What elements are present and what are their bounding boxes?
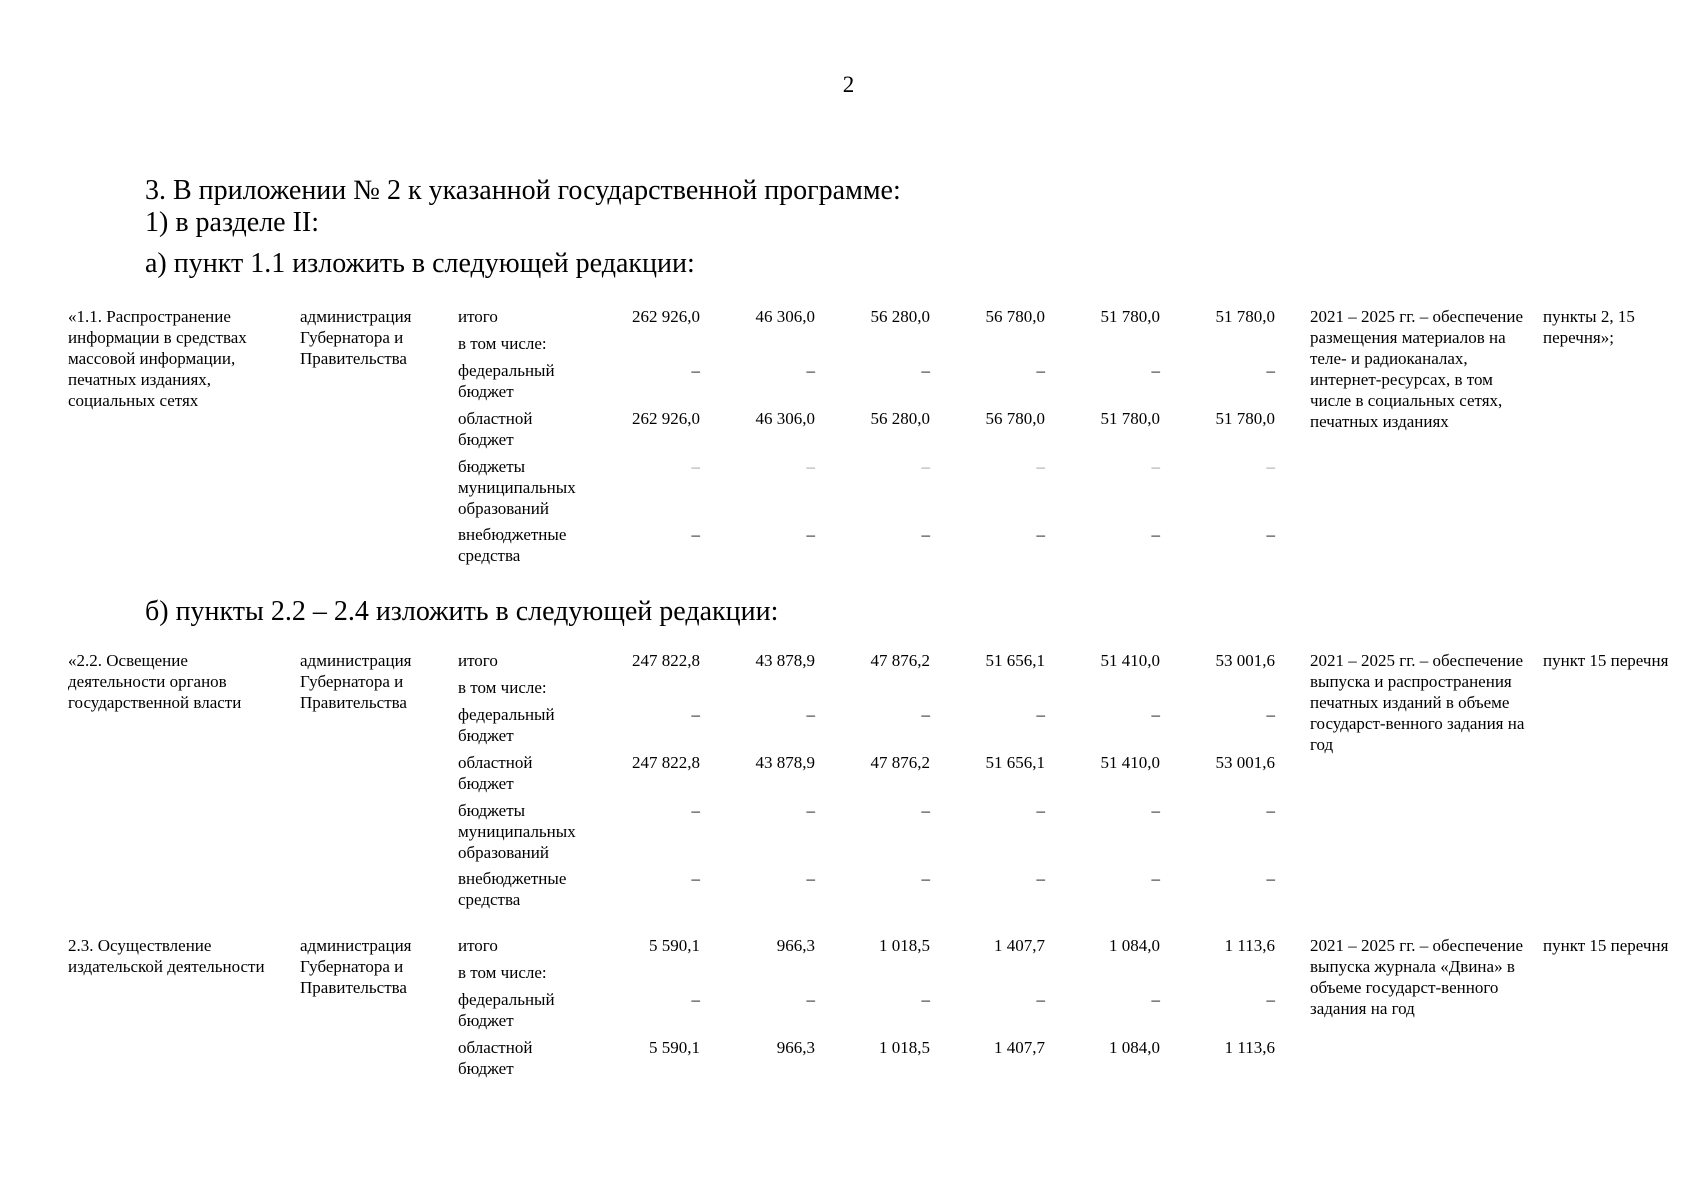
funding-source-label: итого: [458, 651, 498, 670]
funding-value: –: [1151, 990, 1160, 1009]
funding-value: –: [921, 990, 930, 1009]
funding-value: 51 780,0: [1215, 307, 1275, 326]
funding-value: –: [691, 801, 700, 820]
funding-value: 247 822,8: [632, 753, 700, 772]
funding-value: 247 822,8: [632, 651, 700, 670]
funding-value: –: [1036, 361, 1045, 380]
funding-value: 47 876,2: [870, 651, 930, 670]
funding-value: 1 407,7: [994, 936, 1045, 955]
funding-value: 43 878,9: [755, 753, 815, 772]
intro-text: [145, 175, 901, 239]
row-result: 2021 – 2025 гг. – обеспечение размещения материалов на теле- и радиоканалах, интернет-ресурсах, в том числе в социальных сетях, печатных изданиях: [1310, 307, 1524, 431]
funding-value: –: [921, 361, 930, 380]
intro-line-1: 3. В приложении № 2 к указанной государственной программе:: [145, 175, 901, 206]
funding-value: 51 656,1: [985, 651, 1045, 670]
funding-source-label: федеральный бюджет: [458, 361, 555, 401]
funding-value: –: [1266, 801, 1275, 820]
funding-value: –: [1266, 705, 1275, 724]
funding-value: 43 878,9: [755, 651, 815, 670]
funding-value: –: [806, 869, 815, 888]
row-reference: пункт 15 перечня: [1543, 651, 1669, 670]
funding-value: –: [921, 705, 930, 724]
funding-value: –: [1151, 801, 1160, 820]
funding-source-label: внебюджетные средства: [458, 525, 567, 565]
row-reference: пункт 15 перечня: [1543, 936, 1669, 955]
funding-value: –: [1036, 801, 1045, 820]
funding-value: 51 410,0: [1100, 651, 1160, 670]
funding-source-label: федеральный бюджет: [458, 990, 555, 1030]
funding-value: 1 084,0: [1109, 1038, 1160, 1057]
row-reference: пункты 2, 15 перечня»;: [1543, 307, 1635, 347]
funding-value: –: [1266, 525, 1275, 544]
funding-value: –: [1266, 361, 1275, 380]
funding-value: 51 410,0: [1100, 753, 1160, 772]
row-name: 2.3. Осуществление издательской деятельности: [68, 936, 265, 976]
funding-value: 966,3: [776, 1038, 815, 1057]
funding-value: 51 780,0: [1215, 409, 1275, 428]
funding-value: –: [921, 457, 930, 476]
funding-source-label: внебюджетные средства: [458, 869, 567, 909]
funding-value: –: [921, 801, 930, 820]
funding-value: 1 018,5: [879, 936, 930, 955]
funding-value: 51 656,1: [985, 753, 1045, 772]
intro-line-2: 1) в разделе II:: [145, 207, 320, 238]
funding-value: –: [691, 869, 700, 888]
funding-source-label: итого: [458, 936, 498, 955]
funding-value: –: [1036, 457, 1045, 476]
funding-value: –: [806, 457, 815, 476]
funding-value: 966,3: [776, 936, 815, 955]
funding-value: 53 001,6: [1215, 753, 1275, 772]
funding-source-label: итого: [458, 307, 498, 326]
funding-source-label: областной бюджет: [458, 1038, 533, 1078]
funding-value: 5 590,1: [649, 936, 700, 955]
funding-value: –: [921, 525, 930, 544]
funding-value: –: [1151, 869, 1160, 888]
row-name: «2.2. Освещение деятельности органов государственной власти: [68, 651, 242, 712]
funding-value: –: [1266, 869, 1275, 888]
funding-value: 53 001,6: [1215, 651, 1275, 670]
funding-value: 1 084,0: [1109, 936, 1160, 955]
funding-value: –: [806, 990, 815, 1009]
funding-value: 1 018,5: [879, 1038, 930, 1057]
funding-value: 56 780,0: [985, 409, 1045, 428]
funding-value: –: [1266, 457, 1275, 476]
funding-value: –: [691, 457, 700, 476]
funding-value: 56 280,0: [870, 307, 930, 326]
row-name: «1.1. Распространение информации в средствах массовой информации, печатных изданиях, социальных сетях: [68, 307, 247, 410]
funding-source-label: областной бюджет: [458, 753, 533, 793]
funding-value: –: [1151, 361, 1160, 380]
funding-value: 56 280,0: [870, 409, 930, 428]
funding-value: –: [691, 525, 700, 544]
funding-value: 47 876,2: [870, 753, 930, 772]
funding-source-label: в том числе:: [458, 678, 547, 697]
funding-value: –: [1036, 705, 1045, 724]
funding-value: –: [1266, 990, 1275, 1009]
funding-source-label: в том числе:: [458, 334, 547, 353]
funding-value: –: [1036, 525, 1045, 544]
funding-value: –: [806, 801, 815, 820]
funding-value: –: [806, 361, 815, 380]
row-executor: администрация Губернатора и Правительства: [300, 651, 412, 712]
funding-source-label: в том числе:: [458, 963, 547, 982]
funding-value: 1 113,6: [1224, 936, 1275, 955]
funding-value: 262 926,0: [632, 409, 700, 428]
funding-value: –: [1036, 990, 1045, 1009]
funding-value: 51 780,0: [1100, 409, 1160, 428]
row-result: 2021 – 2025 гг. – обеспечение выпуска журнала «Двина» в объеме государст-венного задания на год: [1310, 936, 1524, 1018]
funding-value: 1 113,6: [1224, 1038, 1275, 1057]
row-result: 2021 – 2025 гг. – обеспечение выпуска и распространения печатных изданий в объеме государст-венного задания на год: [1310, 651, 1525, 754]
subhead-b: б) пункты 2.2 – 2.4 изложить в следующей редакции:: [145, 596, 779, 627]
funding-value: –: [691, 990, 700, 1009]
funding-value: 262 926,0: [632, 307, 700, 326]
funding-value: –: [1151, 705, 1160, 724]
funding-value: 56 780,0: [985, 307, 1045, 326]
funding-value: –: [1036, 869, 1045, 888]
row-executor: администрация Губернатора и Правительства: [300, 936, 412, 997]
funding-value: –: [1151, 525, 1160, 544]
funding-value: 1 407,7: [994, 1038, 1045, 1057]
row-executor: администрация Губернатора и Правительства: [300, 307, 412, 368]
funding-value: 46 306,0: [755, 307, 815, 326]
funding-value: –: [921, 869, 930, 888]
subhead-a: а) пункт 1.1 изложить в следующей редакции:: [145, 248, 695, 279]
funding-value: 46 306,0: [755, 409, 815, 428]
funding-value: 51 780,0: [1100, 307, 1160, 326]
page-number: 2: [842, 72, 855, 97]
funding-value: –: [806, 525, 815, 544]
funding-source-label: бюджеты муниципальных образований: [458, 801, 576, 862]
funding-value: –: [1151, 457, 1160, 476]
funding-value: 5 590,1: [649, 1038, 700, 1057]
funding-source-label: федеральный бюджет: [458, 705, 555, 745]
funding-source-label: бюджеты муниципальных образований: [458, 457, 576, 518]
funding-value: –: [691, 705, 700, 724]
funding-source-label: областной бюджет: [458, 409, 533, 449]
funding-value: –: [806, 705, 815, 724]
funding-value: –: [691, 361, 700, 380]
